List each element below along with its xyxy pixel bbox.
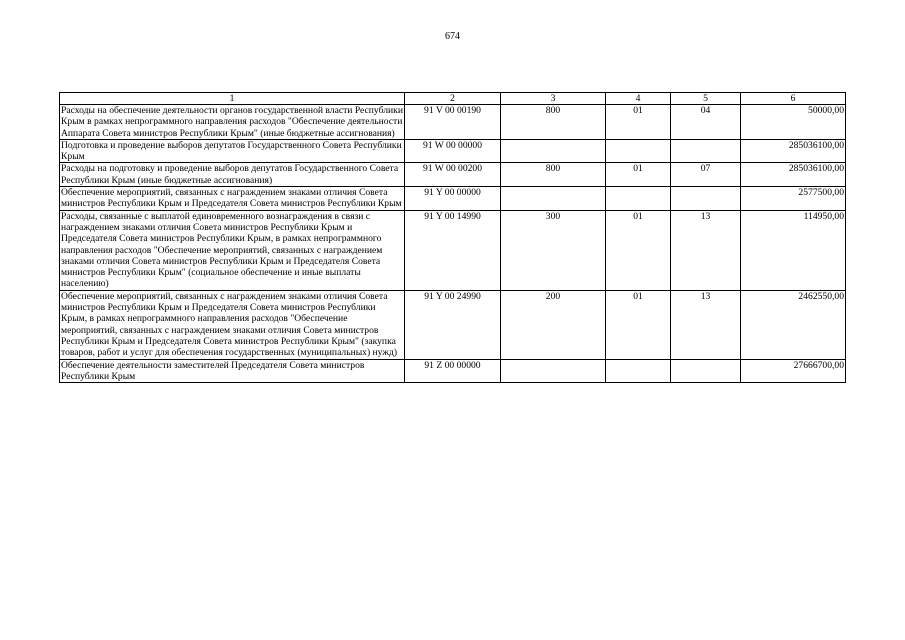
row-subsection: 07 — [671, 163, 741, 187]
row-description: Расходы, связанные с выплатой единовременного вознаграждения в связи с награждением знаками отличия Совета министров Республики Крым и Председателя Совета министров Республики Крым, в рамках непрограммного направления расходов "Обеспечение мероприятий, связанных с награждением знаками отличия Совета министров Республики Крым и Председателя Совета министров Республики Крым" (социальное обеспечение и иные выплаты населению) — [60, 210, 405, 290]
row-subsection — [671, 187, 741, 211]
header-cell: 3 — [501, 93, 606, 105]
row-code: 91 Y 00 14990 — [405, 210, 501, 290]
row-description: Обеспечение мероприятий, связанных с награждением знаками отличия Совета министров Республики Крым и Председателя Совета министров Республики Крым, в рамках непрограммного направления расходов "Обеспечение мероприятий, связанных с награждением знаками отличия Совета министров Республики Крым и Председателя Совета министров Республики Крым" (закупка товаров, работ и услуг для обеспечения государственных (муниципальных) нужд) — [60, 290, 405, 359]
row-section: 01 — [606, 163, 671, 187]
row-description: Подготовка и проведение выборов депутатов Государственного Совета Республики Крым — [60, 139, 405, 163]
header-cell: 4 — [606, 93, 671, 105]
row-subsection: 04 — [671, 105, 741, 140]
row-subsection — [671, 359, 741, 383]
row-code: 91 Y 00 24990 — [405, 290, 501, 359]
row-expense-type: 800 — [501, 105, 606, 140]
table-row — [60, 187, 846, 211]
row-expense-type: 800 — [501, 163, 606, 187]
row-section: 01 — [606, 210, 671, 290]
row-expense-type — [501, 139, 606, 163]
row-description: Обеспечение деятельности заместителей Председателя Совета министров Республики Крым — [60, 359, 405, 383]
row-code: 91 Y 00 00000 — [405, 187, 501, 211]
row-section — [606, 139, 671, 163]
row-code: 91 W 00 00000 — [405, 139, 501, 163]
row-expense-type: 300 — [501, 210, 606, 290]
row-subsection — [671, 139, 741, 163]
table-row — [60, 290, 846, 359]
row-section: 01 — [606, 105, 671, 140]
row-expense-type — [501, 187, 606, 211]
row-description: Расходы на подготовку и проведение выборов депутатов Государственного Совета Республики Крым (иные бюджетные ассигнования) — [60, 163, 405, 187]
row-section — [606, 187, 671, 211]
row-section — [606, 359, 671, 383]
row-amount: 27666700,00 — [741, 359, 846, 383]
header-cell: 2 — [405, 93, 501, 105]
row-amount: 50000,00 — [741, 105, 846, 140]
row-amount: 114950,00 — [741, 210, 846, 290]
row-section: 01 — [606, 290, 671, 359]
table-row — [60, 210, 846, 290]
row-subsection: 13 — [671, 210, 741, 290]
row-description: Обеспечение мероприятий, связанных с награждением знаками отличия Совета министров Республики Крым и Председателя Совета министров Республики Крым — [60, 187, 405, 211]
header-row — [60, 93, 846, 105]
row-subsection: 13 — [671, 290, 741, 359]
row-amount: 285036100,00 — [741, 139, 846, 163]
row-description: Расходы на обеспечение деятельности органов государственной власти Республики Крым в рамках непрограммного направления расходов "Обеспечение деятельности Аппарата Совета министров Республики Крым" (иные бюджетные ассигнования) — [61, 105, 403, 139]
page-number: 674 — [445, 31, 460, 42]
row-amount: 2462550,00 — [741, 290, 846, 359]
row-expense-type — [501, 359, 606, 383]
header-cell: 6 — [741, 93, 846, 105]
budget-table — [59, 92, 846, 383]
header-cell: 1 — [60, 93, 405, 105]
header-cell: 5 — [671, 93, 741, 105]
table-row — [60, 163, 846, 187]
row-expense-type: 200 — [501, 290, 606, 359]
row-amount: 285036100,00 — [741, 163, 846, 187]
row-code: 91 Z 00 00000 — [405, 359, 501, 383]
row-code: 91 W 00 00200 — [405, 163, 501, 187]
row-amount: 2577500,00 — [741, 187, 846, 211]
row-code: 91 V 00 00190 — [405, 105, 501, 140]
table-row — [60, 359, 846, 383]
table-row — [60, 105, 846, 140]
table-row — [60, 139, 846, 163]
